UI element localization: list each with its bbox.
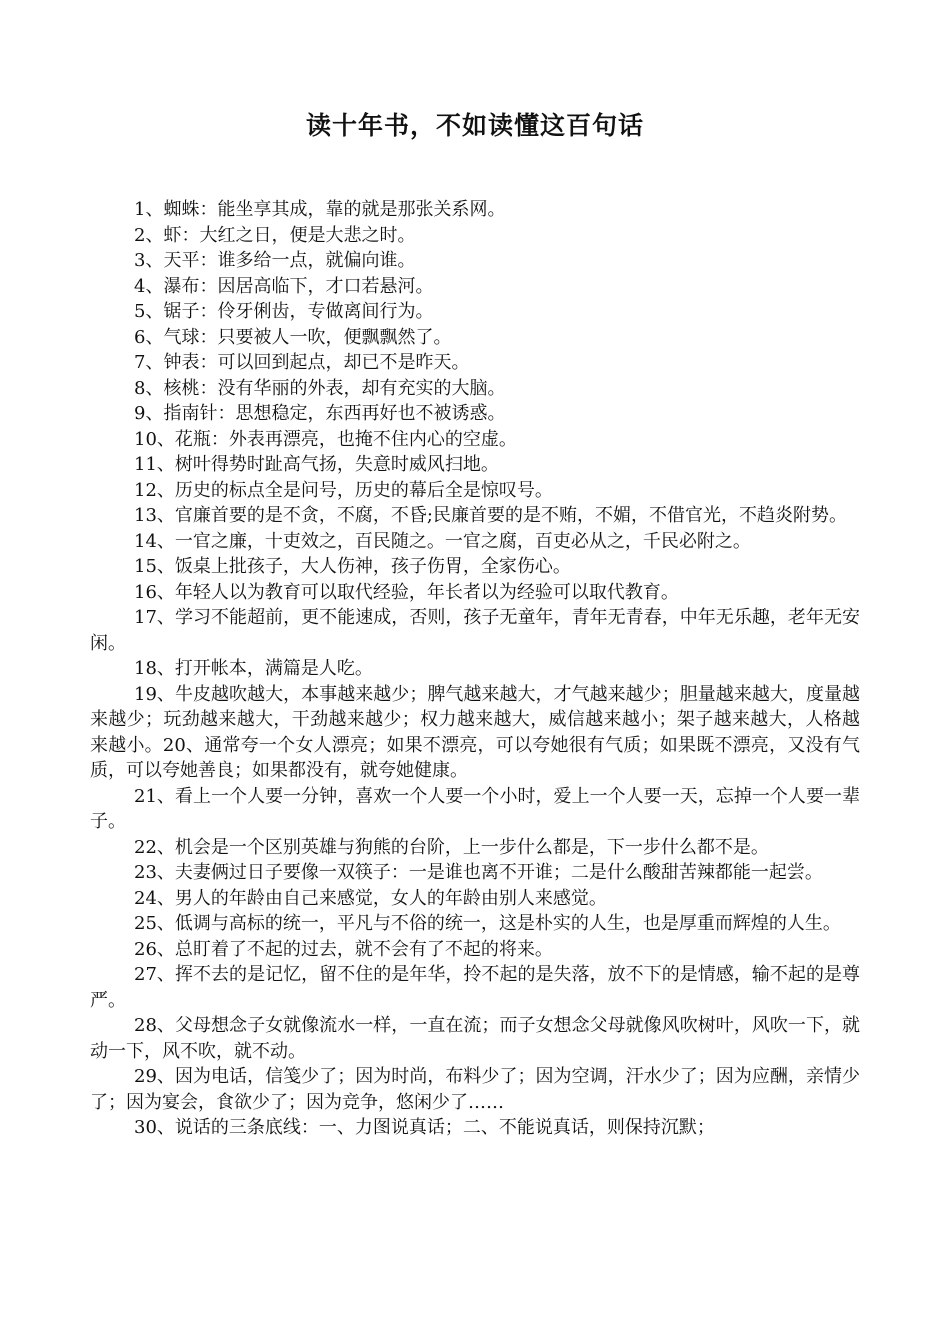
paragraph: 18、打开帐本，满篇是人吃。: [134, 658, 373, 679]
paragraph: 19、牛皮越吹越大，本事越来越少；脾气越来越大，才气越来越少；胆量越来越大，度量越来越少；玩劲越来越大，干劲越来越少；权力越来越大，威信越来越小；架子越来越大，人格越来越小。20、通常夸一个女人漂亮；如果不漂亮，可以夸她很有气质；如果既不漂亮，又没有气质，可以夸她善良；如果都没有，就夸她健康。: [90, 683, 860, 781]
paragraph: 21、看上一个人要一分钟，喜欢一个人要一个小时，爱上一个人要一天，忘掉一个人要一辈子。: [90, 785, 860, 832]
paragraph: 24、男人的年龄由自己来感觉，女人的年龄由别人来感觉。: [134, 887, 607, 909]
paragraph: 25、低调与高标的统一，平凡与不俗的统一，这是朴实的人生，也是厚重而辉煌的人生。: [134, 913, 841, 934]
paragraph: 6、气球：只要被人一吹，便飘飘然了。: [134, 326, 452, 348]
paragraph: 23、夫妻俩过日子要像一双筷子：一是谁也离不开谁；二是什么酸甜苦辣都能一起尝。: [134, 862, 823, 883]
document-title: 读十年书，不如读懂这百句话: [305, 111, 644, 140]
paragraph: 13、官廉首要的是不贪，不腐，不昏;民廉首要的是不贿，不媚，不借官光，不趋炎附势。: [134, 505, 847, 526]
paragraph: 17、学习不能超前，更不能速成，否则，孩子无童年，青年无青春，中年无乐趣，老年无安闲。: [90, 607, 860, 654]
paragraph: 28、父母想念子女就像流水一样，一直在流；而子女想念父母就像风吹树叶，风吹一下，就动一下，风不吹，就不动。: [90, 1015, 860, 1062]
paragraph: 5、锯子：伶牙俐齿，专做离间行为。: [134, 301, 434, 322]
paragraph: 3、天平：谁多给一点，就偏向谁。: [134, 250, 416, 271]
document-body: [90, 197, 860, 1141]
paragraph: 12、历史的标点全是问号，历史的幕后全是惊叹号。: [134, 479, 553, 501]
paragraph: 29、因为电话，信笺少了；因为时尚，布料少了；因为空调，汗水少了；因为应酬，亲情少了；因为宴会，食欲少了；因为竞争，悠闲少了……: [90, 1066, 860, 1113]
paragraph: 2、虾：大红之日，便是大悲之时。: [134, 224, 416, 246]
paragraph: 26、总盯着了不起的过去，就不会有了不起的将来。: [134, 938, 553, 960]
paragraph: 7、钟表：可以回到起点，却已不是昨天。: [134, 352, 470, 373]
paragraph: 14、一官之廉，十吏效之，百民随之。一官之腐，百吏必从之，千民必附之。: [134, 530, 751, 552]
paragraph: 27、挥不去的是记忆，留不住的是年华，拎不起的是失落，放不下的是情感，输不起的是尊严。: [90, 964, 860, 1011]
paragraph: 10、花瓶：外表再漂亮，也掩不住内心的空虚。: [134, 428, 517, 450]
paragraph: 11、树叶得势时趾高气扬，失意时威风扫地。: [134, 454, 499, 475]
paragraph: 9、指南针：思想稳定，东西再好也不被诱惑。: [134, 403, 506, 424]
paragraph: 8、核桃：没有华丽的外表，却有充实的大脑。: [134, 377, 506, 399]
paragraph: 15、饭桌上批孩子，大人伤神，孩子伤胃，全家伤心。: [134, 556, 571, 577]
paragraph: 30、说话的三条底线：一、力图说真话；二、不能说真话，则保持沉默；: [134, 1117, 715, 1138]
paragraph: 1、蜘蛛：能坐享其成，靠的就是那张关系网。: [134, 199, 506, 220]
paragraph: 16、年轻人以为教育可以取代经验，年长者以为经验可以取代教育。: [134, 581, 679, 603]
paragraph: 4、瀑布：因居高临下，才口若悬河。: [134, 275, 434, 297]
paragraph: 22、机会是一个区别英雄与狗熊的台阶，上一步什么都是，下一步什么都不是。: [134, 836, 769, 858]
